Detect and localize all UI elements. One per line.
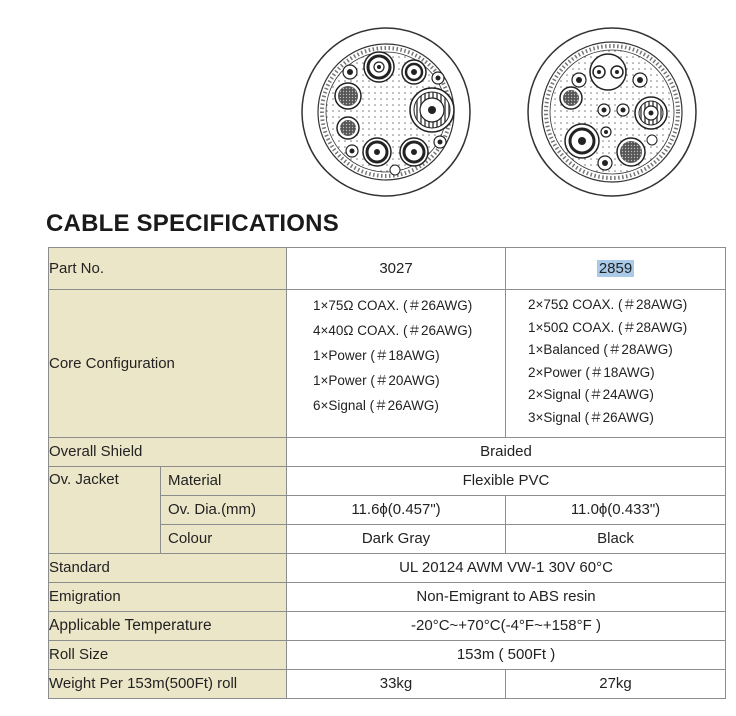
row-shield xyxy=(49,438,726,467)
cable-3027-cross-section xyxy=(302,28,470,196)
colour-label: Colour xyxy=(161,525,287,554)
core-a-item: 4×40Ω COAX. (＃26AWG) xyxy=(313,323,473,338)
dia-label: Ov. Dia.(mm) xyxy=(161,496,287,525)
material-value: Flexible PVC xyxy=(287,467,726,496)
standard-value: UL 20124 AWM VW-1 30V 60°C xyxy=(287,554,726,583)
core-b-item: 1×50Ω COAX. (＃28AWG) xyxy=(528,319,688,335)
row-part-no xyxy=(49,248,726,290)
core-a-item: 1×Power (＃18AWG) xyxy=(313,348,440,363)
part-no-label: Part No. xyxy=(49,248,287,290)
roll-value: 153m ( 500Ft ) xyxy=(287,641,726,670)
part-no-a: 3027 xyxy=(287,248,506,290)
core-b-item: 2×Power (＃18AWG) xyxy=(528,364,655,380)
material-label: Material xyxy=(161,467,287,496)
row-jacket-material xyxy=(49,467,726,496)
core-b-item: 2×Signal (＃24AWG) xyxy=(528,387,654,402)
weight-label: Weight Per 153m(500Ft) roll xyxy=(49,670,287,699)
core-a-item: 1×Power (＃20AWG) xyxy=(313,373,440,388)
colour-b: Black xyxy=(506,525,726,554)
part-no-b-cell xyxy=(506,248,726,290)
core-a-item: 1×75Ω COAX. (＃26AWG) xyxy=(313,298,473,313)
jacket-label: Ov. Jacket xyxy=(49,467,161,554)
cable-cross-section-diagrams xyxy=(0,0,736,205)
row-core xyxy=(49,290,726,438)
row-roll-size xyxy=(49,641,726,670)
spec-table xyxy=(48,247,726,699)
cable-2859-cross-section xyxy=(528,28,696,196)
core-b-item: 3×Signal (＃26AWG) xyxy=(528,409,654,425)
roll-label: Roll Size xyxy=(49,641,287,670)
emigration-label: Emigration xyxy=(49,583,287,612)
core-b-cell xyxy=(506,290,726,438)
emigration-value: Non-Emigrant to ABS resin xyxy=(287,583,726,612)
temperature-value: -20°C~+70°C(-4°F~+158°F ) xyxy=(287,612,726,641)
weight-b: 27kg xyxy=(506,670,726,699)
shield-label: Overall Shield xyxy=(49,438,287,467)
core-b-list xyxy=(506,290,725,435)
page-title: CABLE SPECIFICATIONS xyxy=(46,210,339,237)
dia-a: 11.6ϕ(0.457") xyxy=(287,496,506,525)
temperature-label: Applicable Temperature xyxy=(49,612,287,641)
shield-value: Braided xyxy=(287,438,726,467)
row-temperature xyxy=(49,612,726,641)
core-a-list xyxy=(287,290,505,424)
row-emigration xyxy=(49,583,726,612)
core-a-item: 6×Signal (＃26AWG) xyxy=(313,398,439,413)
part-no-b[interactable]: 2859 xyxy=(598,259,633,277)
core-a-cell xyxy=(287,290,506,438)
row-weight xyxy=(49,670,726,699)
row-standard xyxy=(49,554,726,583)
core-b-item: 1×Balanced (＃28AWG) xyxy=(528,342,673,357)
core-b-item: 2×75Ω COAX. (＃28AWG) xyxy=(528,297,688,312)
dia-b: 11.0ϕ(0.433") xyxy=(506,496,726,525)
colour-a: Dark Gray xyxy=(287,525,506,554)
weight-a: 33kg xyxy=(287,670,506,699)
standard-label: Standard xyxy=(49,554,287,583)
core-label: Core Configuration xyxy=(49,290,287,438)
